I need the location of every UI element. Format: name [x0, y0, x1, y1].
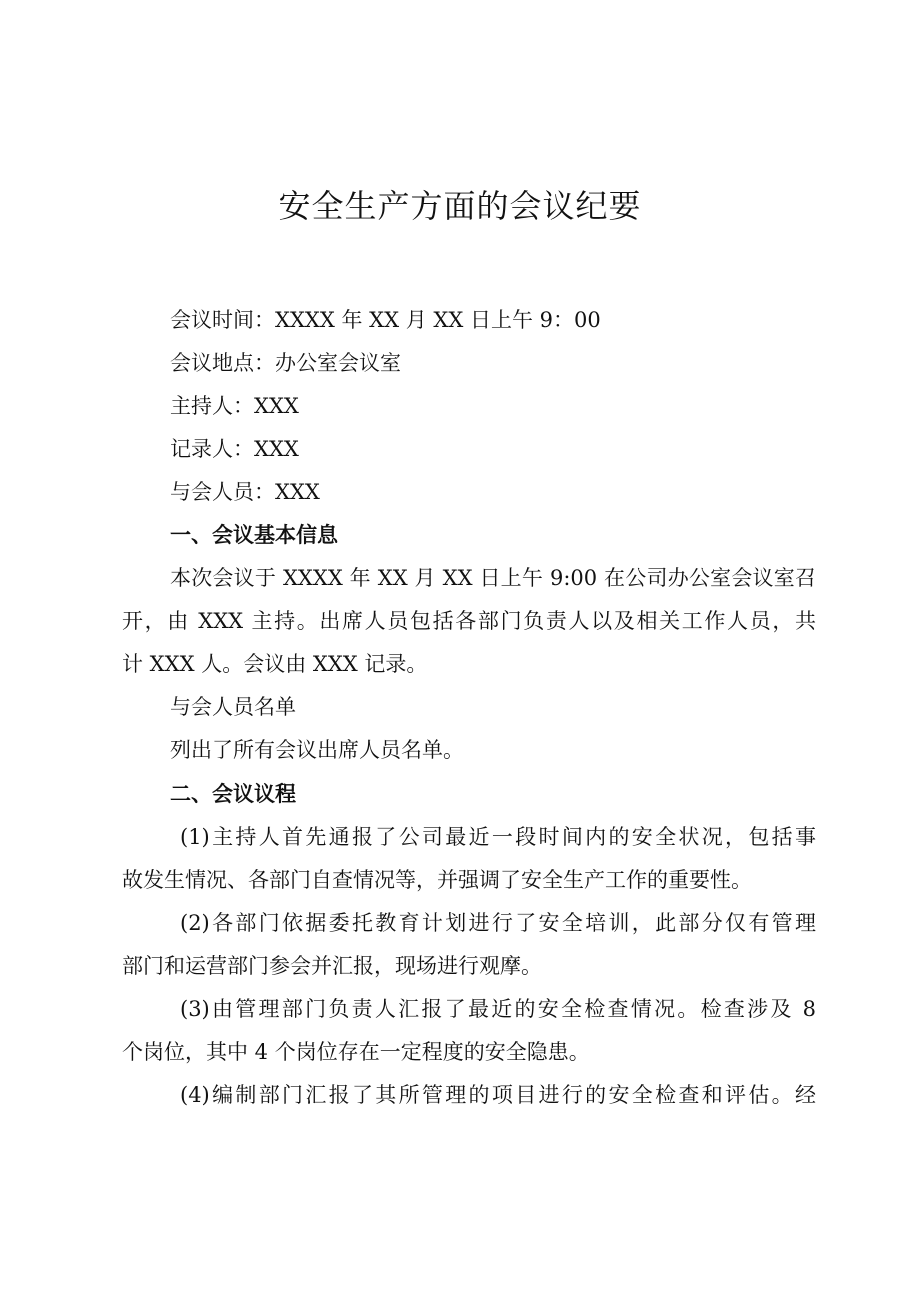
- agenda-item-line: (3)由管理部门负责人汇报了最近的安全检查情况。检查涉及 8: [180, 997, 816, 1021]
- meeting-place: 会议地点：办公室会议室: [170, 351, 401, 375]
- agenda-item-line: 个岗位，其中 4 个岗位存在一定程度的安全隐患。: [122, 1040, 590, 1064]
- attendee-list-description: 列出了所有会议出席人员名单。: [170, 738, 464, 762]
- agenda-item-line: 部门和运营部门参会并汇报，现场进行观摩。: [122, 954, 542, 978]
- agenda-item-line: (4)编制部门汇报了其所管理的项目进行的安全检查和评估。经: [180, 1083, 816, 1107]
- meeting-host: 主持人：XXX: [170, 394, 299, 418]
- document-title: 安全生产方面的会议纪要: [278, 187, 642, 225]
- section-heading-agenda: 二、会议议程: [170, 782, 296, 806]
- paragraph-line: 开，由 XXX 主持。出席人员包括各部门负责人以及相关工作人员，共: [122, 609, 816, 633]
- meeting-recorder: 记录人：XXX: [170, 437, 299, 461]
- meeting-time: 会议时间：XXXX 年 XX 月 XX 日上午 9：00: [170, 308, 601, 332]
- section-heading-basic-info: 一、会议基本信息: [170, 523, 338, 547]
- agenda-item-line: (1)主持人首先通报了公司最近一段时间内的安全状况，包括事: [180, 825, 816, 849]
- paragraph-line: 计 XXX 人。会议由 XXX 记录。: [122, 652, 428, 676]
- paragraph-line: 本次会议于 XXXX 年 XX 月 XX 日上午 9:00 在公司办公室会议室召: [170, 566, 816, 590]
- meeting-attendees: 与会人员：XXX: [170, 480, 320, 504]
- attendee-list-title: 与会人员名单: [170, 695, 296, 719]
- agenda-item-line: 故发生情况、各部门自查情况等，并强调了安全生产工作的重要性。: [122, 868, 752, 892]
- agenda-item-line: (2)各部门依据委托教育计划进行了安全培训，此部分仅有管理: [180, 911, 816, 935]
